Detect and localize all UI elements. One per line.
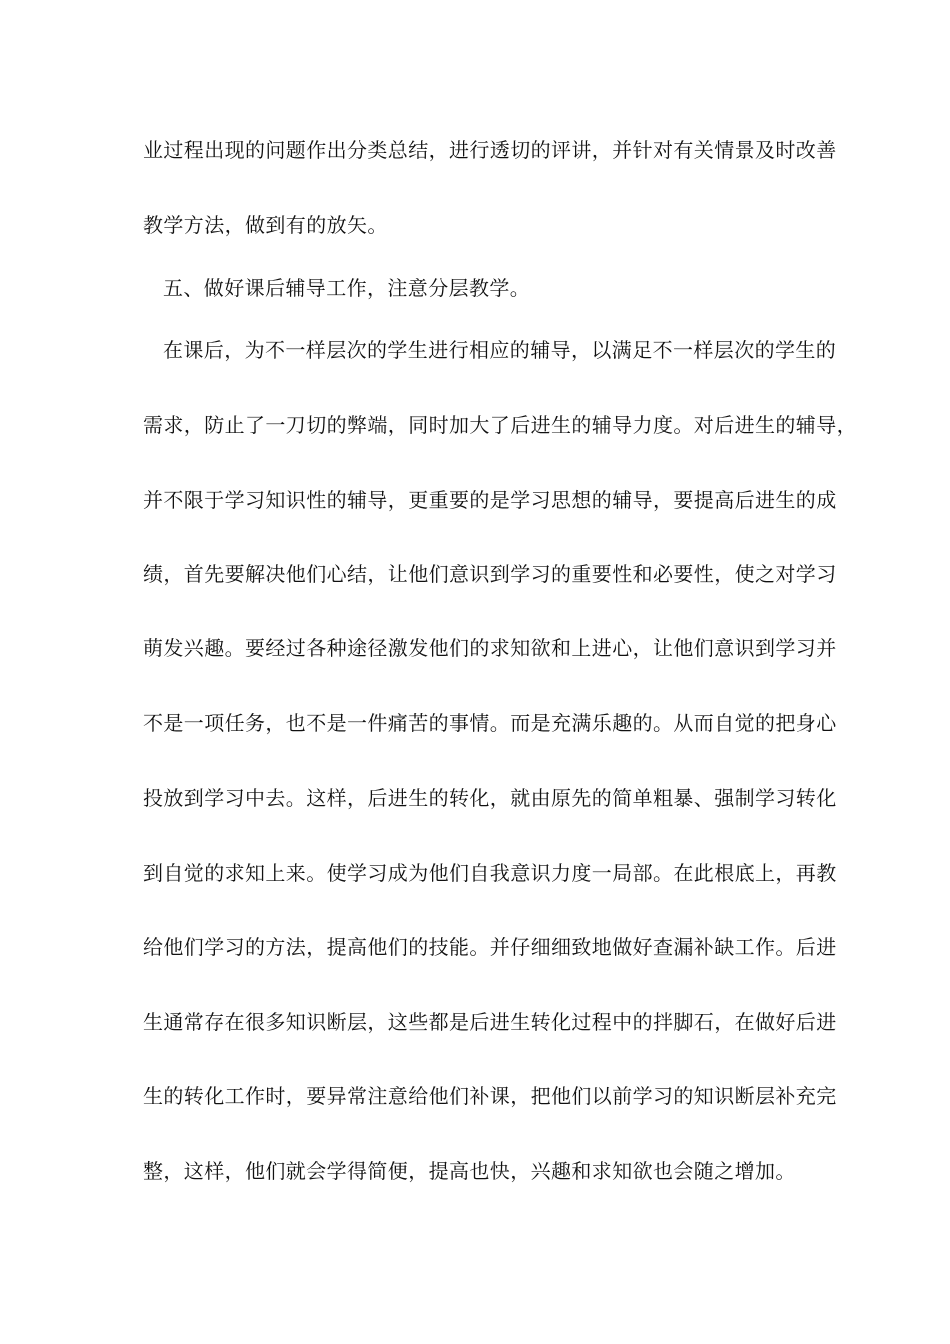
text-line: 生通常存在很多知识断层，这些都是后进生转化过程中的拌脚石，在做好后进	[143, 1010, 837, 1034]
text-line: 业过程出现的问题作出分类总结，进行透切的评讲，并针对有关情景及时改善	[143, 138, 837, 162]
text-line: 萌发兴趣。要经过各种途径激发他们的求知欲和上进心，让他们意识到学习并	[143, 636, 837, 660]
text-line: 整，这样，他们就会学得简便，提高也快，兴趣和求知欲也会随之增加。	[143, 1159, 796, 1183]
text-line: 并不限于学习知识性的辅导，更重要的是学习思想的辅导，要提高后进生的成	[143, 488, 837, 512]
text-line: 需求，防止了一刀切的弊端，同时加大了后进生的辅导力度。对后进生的辅导，	[143, 413, 857, 437]
text-line: 给他们学习的方法，提高他们的技能。并仔细细致地做好查漏补缺工作。后进	[143, 935, 837, 959]
section-heading: 五、做好课后辅导工作，注意分层教学。	[163, 276, 531, 300]
text-line: 到自觉的求知上来。使学习成为他们自我意识力度一局部。在此根底上，再教	[143, 861, 837, 885]
text-line: 绩，首先要解决他们心结，让他们意识到学习的重要性和必要性，使之对学习	[143, 562, 837, 586]
text-line: 投放到学习中去。这样，后进生的转化，就由原先的简单粗暴、强制学习转化	[143, 786, 837, 810]
text-line: 教学方法，做到有的放矢。	[143, 213, 388, 237]
text-line: 在课后，为不一样层次的学生进行相应的辅导，以满足不一样层次的学生的	[163, 338, 837, 362]
text-line: 不是一项任务，也不是一件痛苦的事情。而是充满乐趣的。从而自觉的把身心	[143, 711, 837, 735]
text-line: 生的转化工作时，要异常注意给他们补课，把他们以前学习的知识断层补充完	[143, 1084, 837, 1108]
